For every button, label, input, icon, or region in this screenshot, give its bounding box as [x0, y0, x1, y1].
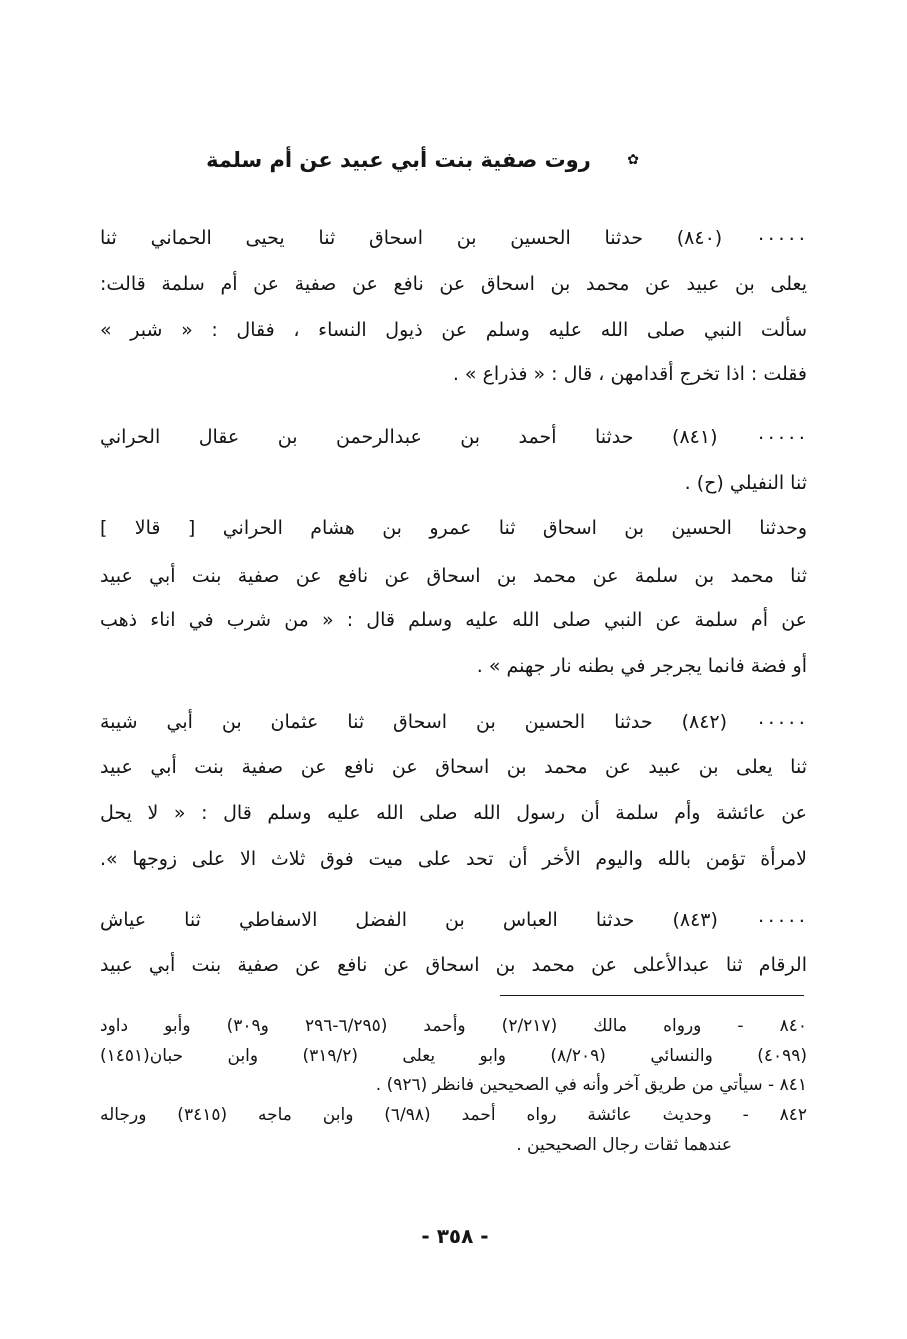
hadith-840-line-2: يعلى بن عبيد عن محمد بن اسحاق عن نافع عن صفية عن أم سلمة قالت:: [100, 273, 807, 295]
footnote-842-line-2: عندهما ثقات رجال الصحيحين .: [516, 1135, 732, 1155]
footnote-divider: [500, 995, 804, 996]
hadith-840-line-4: فقلت : اذا تخرج أقدامهن ، قال : « فذراع » .: [452, 363, 807, 385]
chain-line-2: ثنا محمد بن سلمة عن محمد بن اسحاق عن نافع عن صفية بنت أبي عبيد: [100, 565, 807, 587]
hadith-843-line-2: الرقام ثنا عبدالأعلى عن محمد بن اسحاق عن نافع عن صفية بنت أبي عبيد: [100, 954, 807, 976]
hadith-841-line-2: ثنا النفيلي (ح) .: [684, 472, 807, 494]
footnote-842-line-1: ٨٤٢ - وحديث عائشة رواه أحمد (٦/٩٨) وابن ماجه (٣٤١٥) ورجاله: [100, 1105, 807, 1125]
page-heading: روت صفية بنت أبي عبيد عن أم سلمة: [206, 148, 591, 172]
hadith-840-line-1: ٠٠٠٠٠ (٨٤٠) حدثنا الحسين بن اسحاق ثنا يحيى الحماني ثنا: [100, 227, 807, 249]
hadith-842-line-3: عن عائشة وأم سلمة أن رسول الله صلى الله عليه وسلم قال : « لا يحل: [100, 802, 807, 824]
footnote-841: ٨٤١ - سيأتي من طريق آخر وأنه في الصحيحين فانظر (٩٢٦) .: [375, 1075, 807, 1095]
chain-line-4: أو فضة فانما يجرجر في بطنه نار جهنم » .: [476, 655, 807, 677]
hadith-842-line-2: ثنا يعلى بن عبيد عن محمد بن اسحاق عن نافع عن صفية بنت أبي عبيد: [100, 756, 807, 778]
chain-line-3: عن أم سلمة عن النبي صلى الله عليه وسلم قال : « من شرب في اناء ذهب: [100, 609, 807, 631]
page-number: - ٣٥٨ -: [421, 1224, 489, 1248]
hadith-842-line-1: ٠٠٠٠٠ (٨٤٢) حدثنا الحسين بن اسحاق ثنا عثمان بن أبي شيبة: [100, 711, 807, 733]
hadith-842-line-4: لامرأة تؤمن بالله واليوم الأخر أن تحد على ميت فوق ثلاث الا على زوجها ».: [100, 848, 807, 870]
hadith-840-line-3: سألت النبي صلى الله عليه وسلم عن ذيول النساء ، فقال : « شبر »: [100, 319, 807, 341]
hadith-841-line-1: ٠٠٠٠٠ (٨٤١) حدثنا أحمد بن عبدالرحمن بن عقال الحراني: [100, 426, 807, 448]
chain-line-1: وحدثنا الحسين بن اسحاق ثنا عمرو بن هشام الحراني [ قالا ]: [100, 517, 807, 539]
footnote-840-line-2: (٤٠٩٩) والنسائي (٨/٢٠٩) وابو يعلى (٣١٩/٢) وابن حبان(١٤٥١): [100, 1046, 807, 1066]
footnote-840-line-1: ٨٤٠ - ورواه مالك (٢/٢١٧) وأحمد (٦/٢٩٥-٢٩٦ و٣٠٩) وأبو داود: [100, 1016, 807, 1036]
hadith-843-line-1: ٠٠٠٠٠ (٨٤٣) حدثنا العباس بن الفضل الاسفاطي ثنا عياش: [100, 909, 807, 931]
ornament-icon: ✿: [627, 152, 639, 168]
